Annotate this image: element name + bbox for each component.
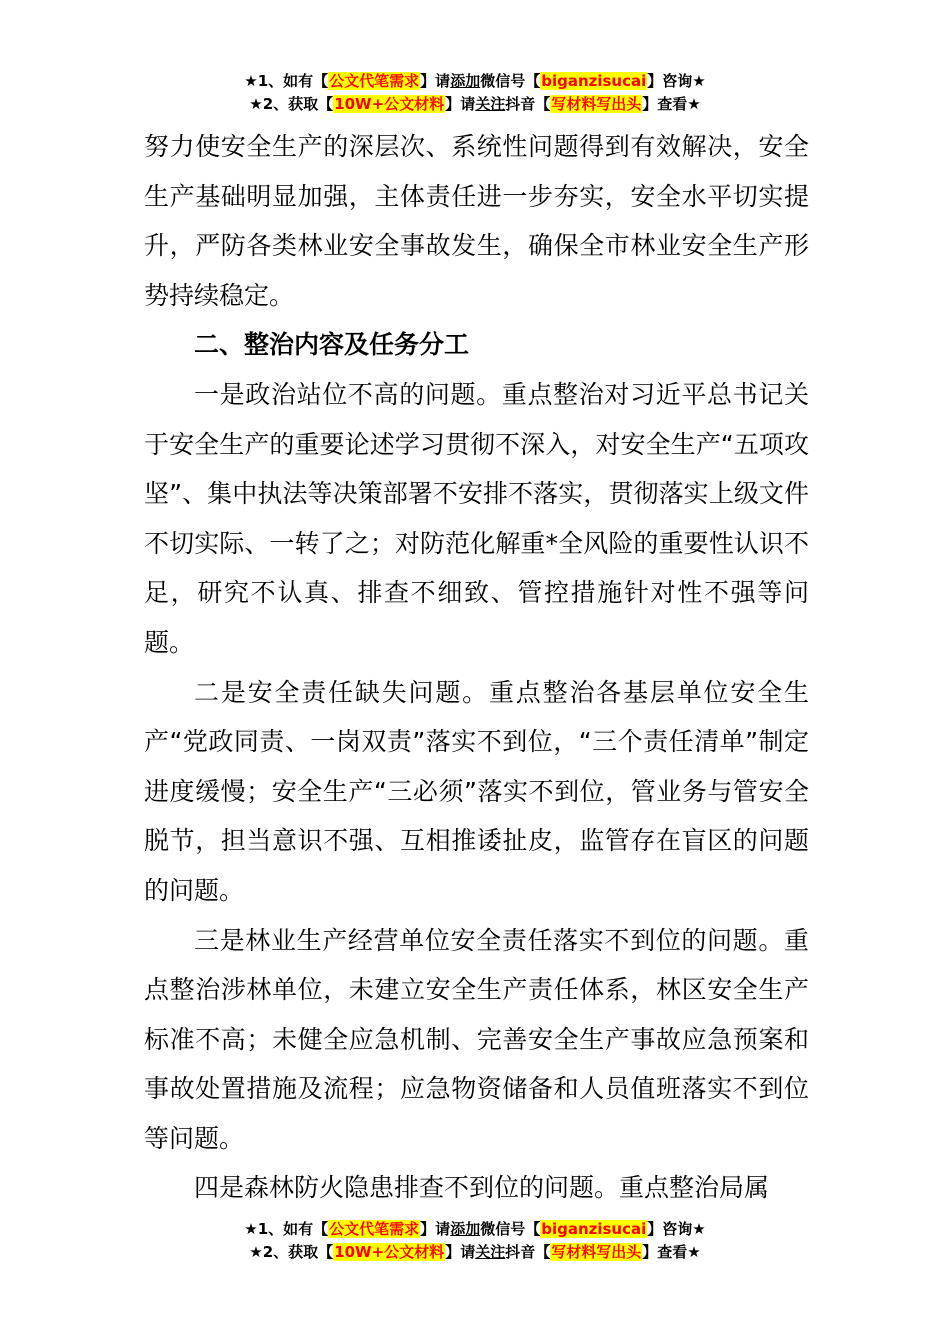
highlight-douyin: 写材料写出头 bbox=[551, 95, 642, 113]
footer-highlight-materials: 10W+公文材料 bbox=[334, 1243, 445, 1261]
highlight-service: 公文代笔需求 bbox=[329, 72, 420, 90]
paragraph-item-2: 二是安全责任缺失问题。重点整治各基层单位安全生产“党政同责、一岗双责”落实不到位，“三个责任清单”制定进度缓慢；安全生产“三必须”落实不到位，管业务与管安全脱节，担当意识不强、互相推诿扯皮，监管存在盲区的问题的问题。 bbox=[144, 677, 809, 905]
footer-line-1: ★1、如有【公文代笔需求】请添加微信号【biganzisucai】咨询★ bbox=[244, 1220, 706, 1238]
footer-highlight-douyin: 写材料写出头 bbox=[551, 1243, 642, 1261]
footer-line-2: ★2、获取【10W+公文材料】请关注抖音【写材料写出头】查看★ bbox=[249, 1243, 701, 1261]
header-banner bbox=[0, 70, 950, 116]
banner-line-1: ★1、如有【公文代笔需求】请添加微信号【biganzisucai】咨询★ bbox=[244, 72, 706, 90]
footer-highlight-wechat-id: biganzisucai bbox=[541, 1220, 647, 1238]
paragraph-continuation: 努力使安全生产的深层次、系统性问题得到有效解决，安全生产基础明显加强，主体责任进一步夯实，安全水平切实提升，严防各类林业安全事故发生，确保全市林业安全生产形势持续稳定。 bbox=[144, 132, 809, 310]
paragraph-item-1: 一是政治站位不高的问题。重点整治对习近平总书记关于安全生产的重要论述学习贯彻不深入，对安全生产“五项攻坚”、集中执法等决策部署不安排不落实，贯彻落实上级文件不切实际、一转了之；对防范化解重*全风险的重要性认识不足，研究不认真、排查不细致、管控措施针对性不强等问题。 bbox=[144, 379, 809, 657]
paragraph-item-3: 三是林业生产经营单位安全责任落实不到位的问题。重点整治涉林单位，未建立安全生产责任体系，林区安全生产标准不高；未健全应急机制、完善安全生产事故应急预案和事故处置措施及流程；应急物资储备和人员值班落实不到位等问题。 bbox=[144, 925, 809, 1153]
banner-line-2: ★2、获取【10W+公文材料】请关注抖音【写材料写出头】查看★ bbox=[249, 95, 701, 113]
section-heading: 二、整治内容及任务分工 bbox=[194, 330, 470, 360]
footer-banner bbox=[0, 1218, 950, 1264]
paragraph-item-4: 四是森林防火隐患排查不到位的问题。重点整治局属 bbox=[194, 1173, 770, 1203]
highlight-wechat-id: biganzisucai bbox=[541, 72, 647, 90]
footer-highlight-service: 公文代笔需求 bbox=[329, 1220, 420, 1238]
document-body bbox=[144, 122, 809, 1213]
highlight-materials: 10W+公文材料 bbox=[334, 95, 445, 113]
